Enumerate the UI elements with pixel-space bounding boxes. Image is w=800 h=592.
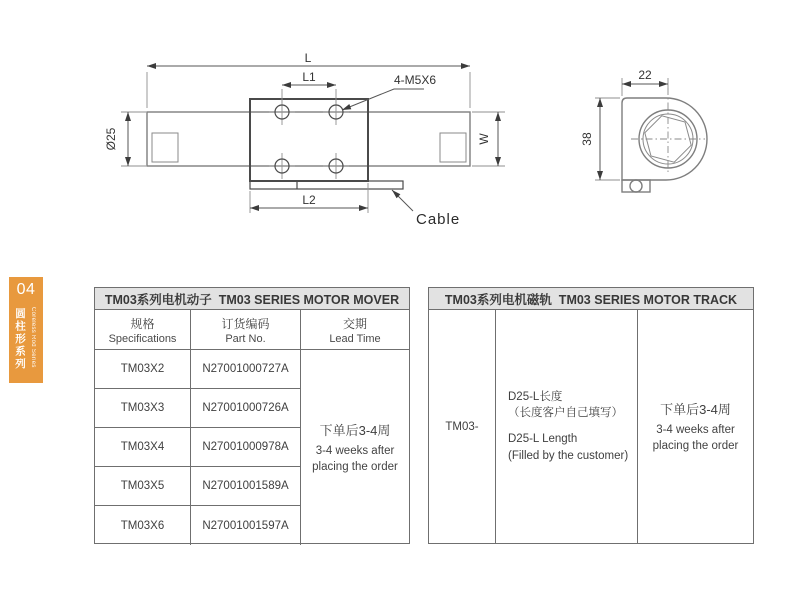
series-number: 04 [16,281,36,298]
dim-label-22: 22 [638,68,652,82]
track-lead-time-cell: 下单后3-4周 3-4 weeks after placing the order [652,401,739,452]
dim-label-diameter: Ø25 [104,127,118,151]
mover-table [94,287,410,544]
col-header-part: 订货编码 Part No. [191,310,301,350]
table-cell-part: N27001001589A [191,467,301,506]
col-header-spec: 规格 Specifications [95,310,191,350]
rod-right-key [440,133,466,162]
dim-label-W: W [477,133,491,145]
dim-label-L: L [304,51,312,65]
cable-label: Cable [416,211,461,228]
rod-left-key [152,133,178,162]
table-cell-spec: TM03X4 [95,428,191,467]
track-length-cell: D25-L长度 （长度客户自己填写） D25-L Length (Filled by the customer) [496,310,638,543]
table-cell-part: N27001000727A [191,350,301,389]
table-cell-spec: TM03X6 [95,506,191,545]
track-table-title: TM03系列电机磁轨 TM03 SERIES MOTOR TRACK [429,288,753,310]
dim-label-L1: L1 [302,70,316,84]
table-cell-spec: TM03X3 [95,389,191,428]
mounting-holes [269,99,349,179]
cable-plate [250,181,403,189]
cable-exit [622,180,650,192]
mover-lead-time-cell: 下单后3-4周 3-4 weeks after placing the order [312,422,398,473]
dim-label-38: 38 [580,132,594,146]
track-model-cell: TM03- [429,310,496,543]
series-tab [9,277,43,383]
table-cell-spec: TM03X2 [95,350,191,389]
series-label-cn: 圆柱形系列 [14,308,26,371]
table-cell-part: N27001001597A [191,506,301,545]
rod-body [147,112,470,166]
series-label-en: Coreless Rod Series [30,307,36,368]
track-table [428,287,754,544]
table-cell-spec: TM03X5 [95,467,191,506]
col-header-lead: 交期 Lead Time [301,310,409,350]
table-cell-part: N27001000978A [191,428,301,467]
technical-drawing [0,0,800,260]
dim-label-thread: 4-M5X6 [394,73,437,87]
dim-label-L2: L2 [302,193,316,207]
table-cell-part: N27001000726A [191,389,301,428]
mover-table-title: TM03系列电机动子 TM03 SERIES MOTOR MOVER [95,288,409,310]
